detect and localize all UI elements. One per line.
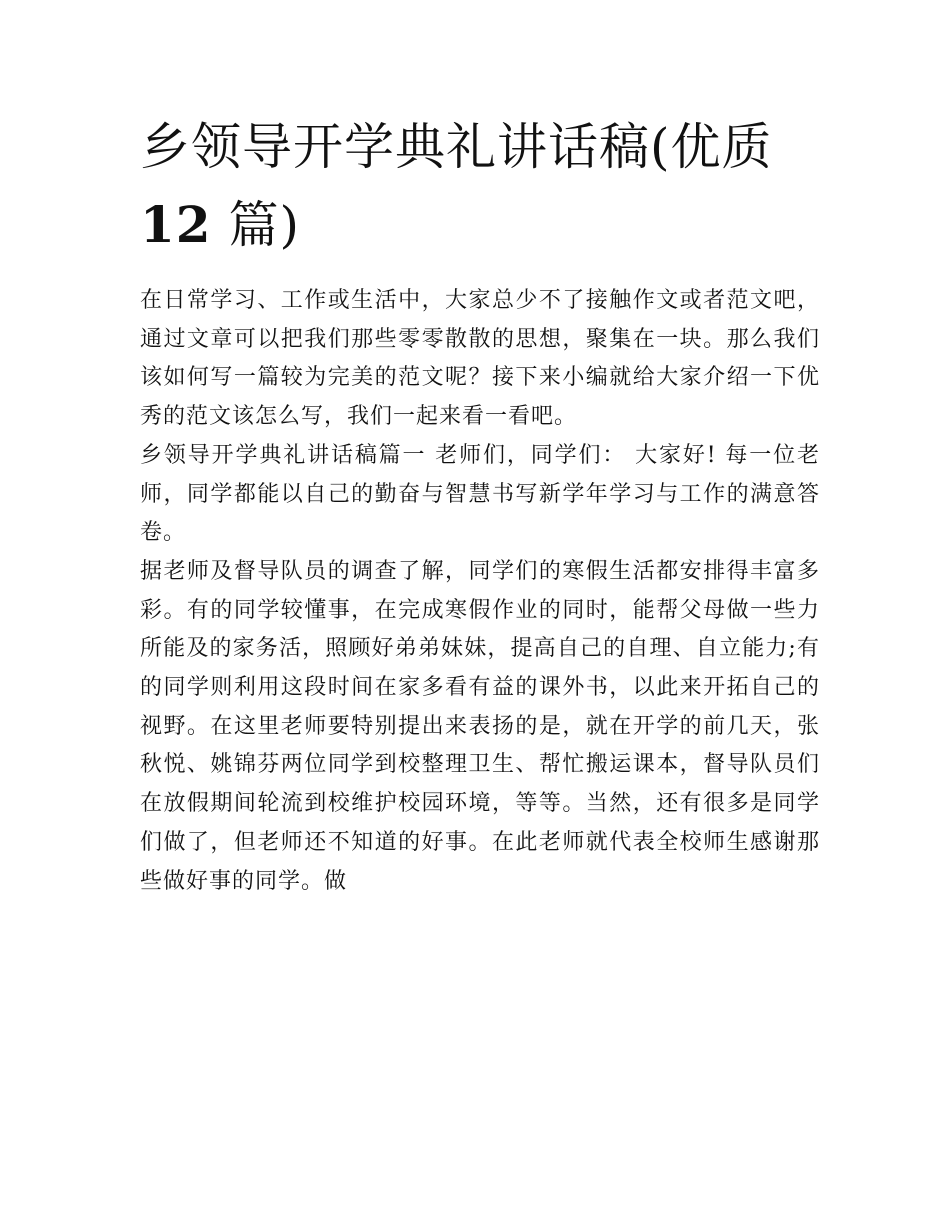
- document-body: [140, 282, 820, 901]
- title-tail: 篇): [228, 196, 301, 254]
- paragraph-winter-vacation: 据老师及督导队员的调查了解，同学们的寒假生活都安排得丰富多彩。有的同学较懂事，在完成寒假作业的同时，能帮父母做一些力所能及的家务活，照顾好弟弟妹妹，提高自己的自理、自立能力;有的同学则利用这段时间在家多看有益的课外书，以此来开拓自己的视野。在这里老师要特别提出来表扬的是，就在开学的前几天，张秋悦、姚锦芬两位同学到校整理卫生、帮忙搬运课本，督导队员们在放假期间轮流到校维护校园环境，等等。当然，还有很多是同学们做了，但老师还不知道的好事。在此老师就代表全校师生感谢那些做好事的同学。做: [140, 558, 820, 894]
- paragraph-speech-opening: 乡领导开学典礼讲话稿篇一 老师们，同学们： 大家好! 每一位老师，同学都能以自己的勤奋与智慧书写新学年学习与工作的满意答卷。: [140, 442, 820, 546]
- title-number: 12: [140, 195, 212, 254]
- paragraph-intro: 在日常学习、工作或生活中，大家总少不了接触作文或者范文吧，通过文章可以把我们那些零零散散的思想，聚集在一块。那么我们该如何写一篇较为完美的范文呢？接下来小编就给大家介绍一下优秀的范文该怎么写，我们一起来看一看吧。: [140, 288, 820, 430]
- title-main: 乡领导开学典礼讲话稿(优质: [140, 118, 773, 176]
- document-title: [140, 108, 830, 264]
